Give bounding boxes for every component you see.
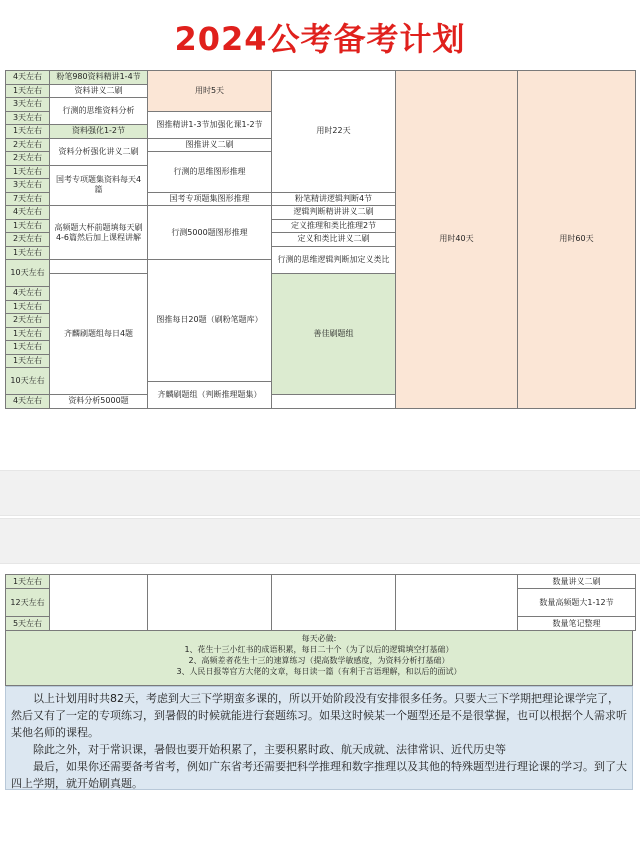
page-separator (0, 470, 640, 516)
task-cell: 定义推理和类比推理2节 (272, 219, 396, 233)
days-cell: 10天左右 (6, 260, 50, 287)
task-cell: 国考专项题集图形推理 (148, 192, 272, 206)
task-cell: 图推精讲1-3节加强化课1-2节 (148, 111, 272, 138)
notes-box (5, 686, 633, 790)
task-cell (148, 575, 272, 631)
task-cell (272, 575, 396, 631)
task-cell: 高频题大杯前题填每天刷4-6篇然后加上课程讲解 (50, 206, 148, 260)
task-cell: 齐麟刷题组（判断推理题集） (148, 381, 272, 408)
days-cell: 7天左右 (6, 192, 50, 206)
note-paragraph: 最后，如果你还需要备考省考，例如广东省考还需要把科学推理和数字推理以及其他的特殊题型进行理论课的学习。到了大四上学期，就开始刷真题。 (11, 760, 627, 790)
task-cell (396, 575, 518, 631)
days-cell: 1天左右 (6, 246, 50, 260)
days-cell: 4天左右 (6, 206, 50, 220)
task-cell (272, 395, 396, 409)
days-cell: 3天左右 (6, 179, 50, 193)
study-plan-table (5, 70, 636, 409)
duration-cell: 用时22天 (272, 71, 396, 193)
days-cell: 12天左右 (6, 589, 50, 617)
task-cell: 善佳刷题组 (272, 273, 396, 395)
days-cell: 1天左右 (6, 125, 50, 139)
daily-must-do (5, 630, 633, 686)
days-cell: 2天左右 (6, 233, 50, 247)
days-cell: 5天左右 (6, 617, 50, 631)
daily-item: 2、高频差者花生十三的速算练习（提高数学敏感度，为资料分析打基础） (188, 656, 450, 665)
task-cell (50, 575, 148, 631)
days-cell: 1天左右 (6, 327, 50, 341)
days-cell: 3天左右 (6, 111, 50, 125)
task-cell: 行测5000题图形推理 (148, 206, 272, 260)
task-cell: 行测的思维资料分析 (50, 98, 148, 125)
duration-cell: 用时60天 (518, 71, 636, 409)
days-cell: 1天左右 (6, 575, 50, 589)
duration-cell: 用时5天 (148, 71, 272, 112)
task-cell: 粉笔980资料精讲1-4节 (50, 71, 148, 85)
daily-item: 3、人民日报等官方大佬的文章，每日读一篇（有利于言语理解，和以后的面试） (176, 667, 462, 676)
page-separator (0, 518, 640, 564)
days-cell: 2天左右 (6, 138, 50, 152)
task-cell: 数量笔记整理 (518, 617, 636, 631)
days-cell: 3天左右 (6, 98, 50, 112)
task-cell: 资料强化1-2节 (50, 125, 148, 139)
duration-cell: 用时40天 (396, 71, 518, 409)
days-cell: 1天左右 (6, 341, 50, 355)
task-cell: 逻辑判断精讲讲义二刷 (272, 206, 396, 220)
days-cell: 1天左右 (6, 354, 50, 368)
task-cell: 图推每日20题（刷粉笔题库） (148, 260, 272, 382)
note-paragraph: 除此之外，对于常识课，暑假也要开始积累了，主要积累时政、航天成就、法律常识、近代历史等 (33, 743, 506, 756)
days-cell: 1天左右 (6, 165, 50, 179)
days-cell: 2天左右 (6, 314, 50, 328)
task-cell: 资料分析强化讲义二刷 (50, 138, 148, 165)
days-cell: 4天左右 (6, 395, 50, 409)
daily-item: 1、花生十三小红书的成语积累，每日二十个（为了以后的逻辑填空打基础） (184, 645, 454, 654)
task-cell: 行测的思维逻辑判断加定义类比 (272, 246, 396, 273)
task-cell: 粉笔精讲逻辑判断4节 (272, 192, 396, 206)
study-plan-table-continued (5, 574, 636, 631)
task-cell: 图推讲义二刷 (148, 138, 272, 152)
days-cell: 1天左右 (6, 84, 50, 98)
days-cell: 2天左右 (6, 152, 50, 166)
days-cell: 1天左右 (6, 300, 50, 314)
task-cell: 行测的思维图形推理 (148, 152, 272, 193)
days-cell: 4天左右 (6, 71, 50, 85)
task-cell: 数量高频题大1-12节 (518, 589, 636, 617)
task-cell: 资料分析5000题 (50, 395, 148, 409)
task-cell (50, 260, 148, 274)
task-cell: 数量讲义二刷 (518, 575, 636, 589)
task-cell: 资料讲义二刷 (50, 84, 148, 98)
page-title: 2024公考备考计划 (174, 20, 466, 58)
days-cell: 4天左右 (6, 287, 50, 301)
days-cell: 10天左右 (6, 368, 50, 395)
task-cell: 国考专项题集资料每天4篇 (50, 165, 148, 206)
task-cell: 齐麟刷题组每日4题 (50, 273, 148, 395)
days-cell: 1天左右 (6, 219, 50, 233)
note-paragraph: 以上计划用时共82天，考虑到大三下学期蛮多课的，所以开始阶段没有安排很多任务。只要大三下学期把理论课学完了，然后又有了一定的专项练习，到暑假的时候就能进行套题练习。如果这时候某一个题型还是不是很掌握，也可以根据个人需求听某他名师的课程。 (11, 692, 627, 739)
daily-heading: 每天必做: (301, 634, 337, 643)
task-cell: 定义和类比讲义二刷 (272, 233, 396, 247)
